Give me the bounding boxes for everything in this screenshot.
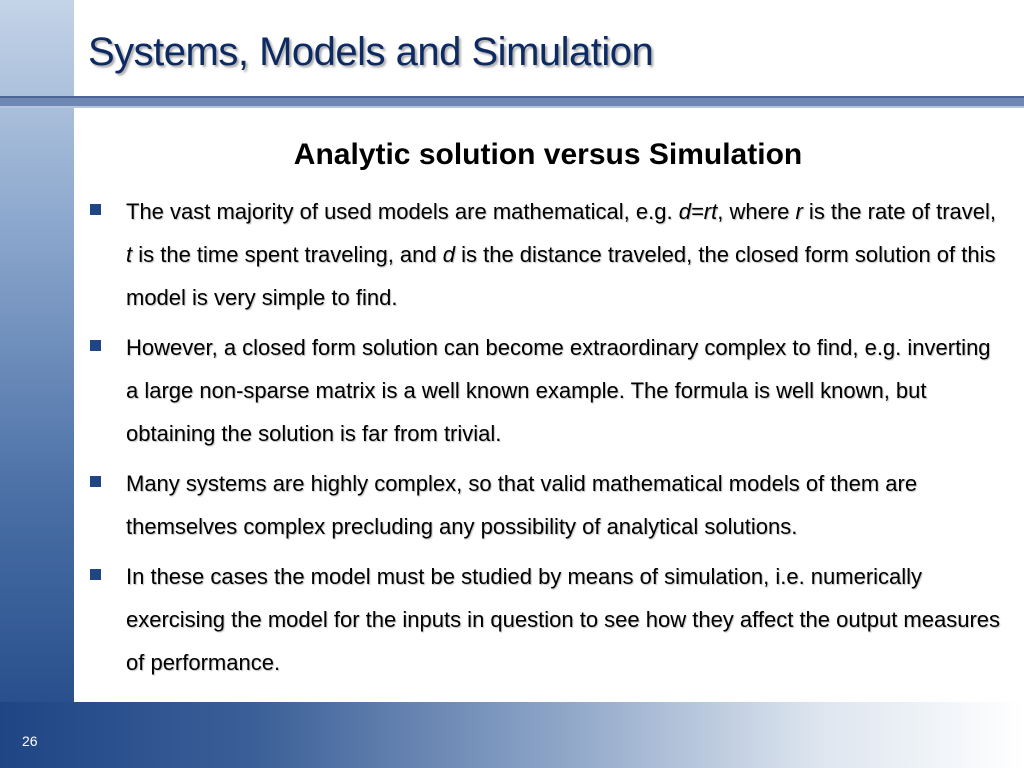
square-bullet-icon [90,476,101,487]
bullet-item [88,462,1008,548]
page-number: 26 [22,733,38,749]
left-decor-band [0,0,74,768]
bottom-decor-band [0,702,1024,768]
bullet-item [88,555,1008,684]
bullet-text: However, a closed form solution can become extraordinary complex to find, e.g. inverting a large non-sparse matrix is a well known example. The formula is well known, but obtaining the solution is far from trivial. [126,335,991,446]
square-bullet-icon [90,569,101,580]
bullet-item [88,190,1008,319]
slide-subtitle: Analytic solution versus Simulation [293,138,803,171]
bullet-text: Many systems are highly complex, so that valid mathematical models of them are themselves complex precluding any possibility of analytical solutions. [126,471,918,539]
slide-title: Systems, Models and Simulation [88,30,654,74]
slide-content [74,108,1024,702]
square-bullet-icon [90,340,101,351]
bullet-list [88,190,1008,691]
bullet-text: In these cases the model must be studied by means of simulation, i.e. numerically exercising the model for the inputs in question to see how they affect the output measures of performance. [126,564,1001,675]
title-divider [0,96,1024,108]
bullet-item [88,326,1008,455]
square-bullet-icon [90,204,101,215]
bullet-text: The vast majority of used models are mathematical, e.g. d=rt, where r is the rate of travel, t is the time spent traveling, and d is the distance traveled, the closed form solution of this model is very simple to find. [126,199,997,310]
